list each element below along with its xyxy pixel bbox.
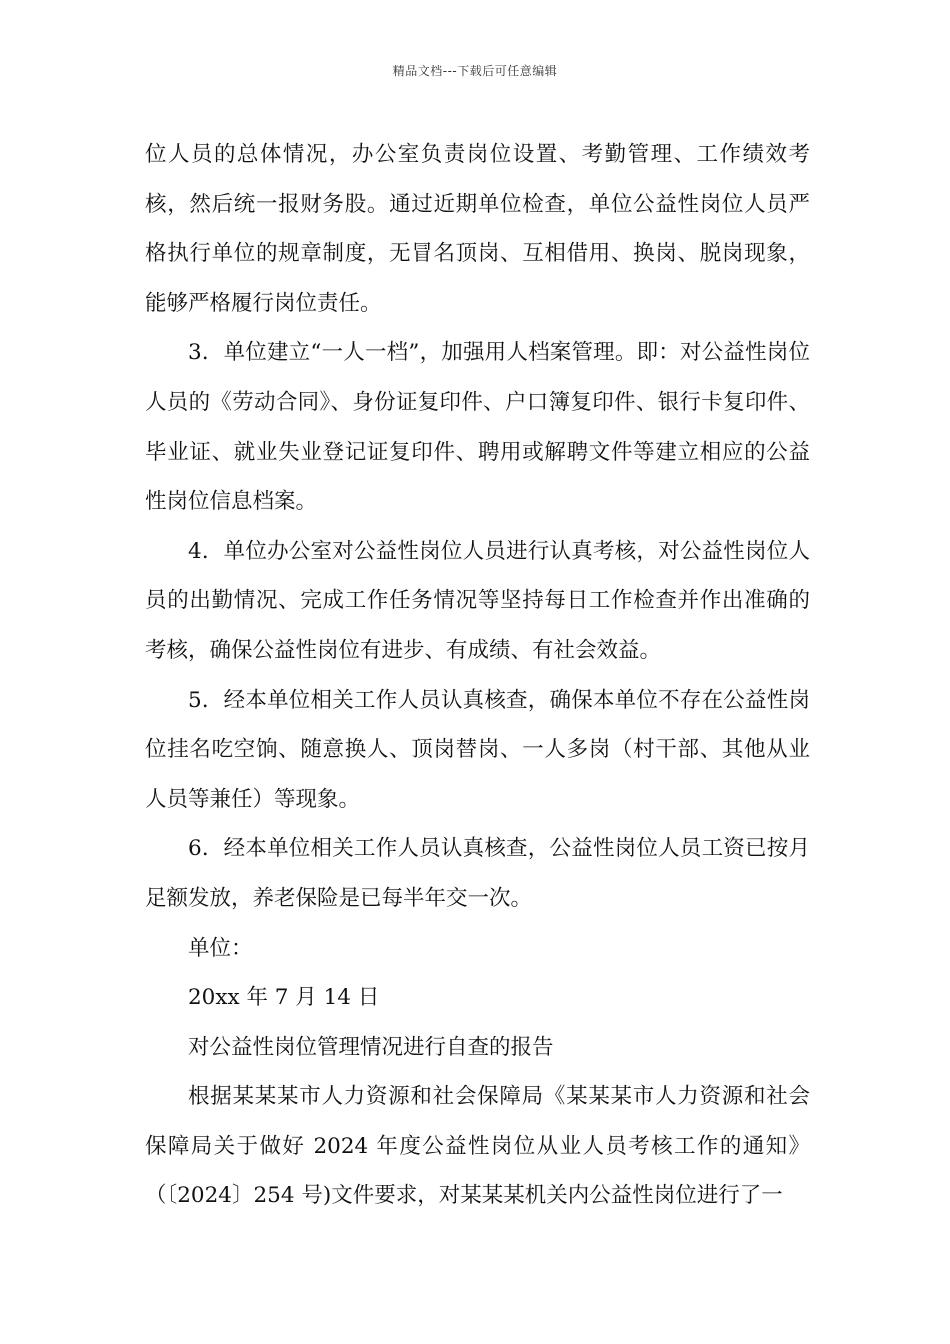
paragraph-item-4 [145, 527, 810, 676]
paragraph-item-6 [145, 824, 810, 923]
text-line: 核，然后统一报财务股。通过近期单位检查，单位公益性岗位人员 [145, 191, 789, 217]
paragraph-item-5 [145, 676, 810, 825]
paragraph-continued [145, 130, 810, 328]
signature-unit [145, 924, 810, 974]
text-line: 5．经本单位相关工作人员认真核查，确保本单位不存在公益性 [188, 687, 789, 713]
text-line: 相应的公益性岗位信息档案。 [145, 439, 810, 515]
text-line: 人员的出勤情况、完成工作任务情况等坚持每日工作检查并作出准 [145, 538, 810, 614]
text-line: 确的考核，确保公益性岗位有进步、有成绩、有社会效益。 [145, 588, 810, 663]
text-line: 位人员的总体情况，办公室负责岗位设置、考勤管理、工作绩效考 [145, 142, 810, 167]
text-line: （〔2024〕254 号)文件要求，对某某某机关内公益性岗位进行了一 [145, 1183, 783, 1209]
text-line: 月足额发放，养老保险是已每半年交一次。 [145, 836, 810, 911]
paragraph-item-3 [145, 328, 810, 526]
paragraph-report-intro [145, 1072, 810, 1221]
text-line: 4．单位办公室对公益性岗位人员进行认真考核，对公益性岗位 [188, 538, 789, 564]
text-line: 岗位挂名吃空饷、随意换人、顶岗替岗、一人多岗（村干部、其他 [145, 687, 810, 763]
text-line: 20xx 年 7 月 14 日 [188, 985, 380, 1011]
signature-date [145, 973, 810, 1023]
document-body [145, 130, 810, 1221]
text-line: 会保障局关于做好 2024 年度公益性岗位从业人员考核工作的通知》 [145, 1084, 810, 1159]
text-line: 从业人员等兼任）等现象。 [145, 737, 810, 812]
text-line: 3．单位建立“一人一档”，加强用人档案管理。即：对公益性 [188, 340, 767, 366]
text-line: 根据某某某市人力资源和社会保障局《某某某市人力资源和社 [188, 1084, 789, 1110]
text-line: 对公益性岗位管理情况进行自查的报告 [188, 1034, 554, 1060]
text-line: 6．经本单位相关工作人员认真核查，公益性岗位人员工资已按 [188, 836, 789, 862]
report-title [145, 1023, 810, 1073]
text-line: 单位： [188, 935, 253, 961]
text-line: 严格执行单位的规章制度，无冒名顶岗、互相借用、换岗、脱岗现 [145, 191, 810, 267]
text-line: 复印件、毕业证、就业失业登记证复印件、聘用或解聘文件等建立 [145, 389, 810, 465]
page-header: 精品文档---下载后可任意编辑 [392, 64, 558, 78]
text-line: 象，能够严格履行岗位责任。 [145, 241, 810, 316]
text-line: 岗位人员的《劳动合同》、身份证复印件、户口簿复印件、银行卡 [145, 340, 810, 415]
